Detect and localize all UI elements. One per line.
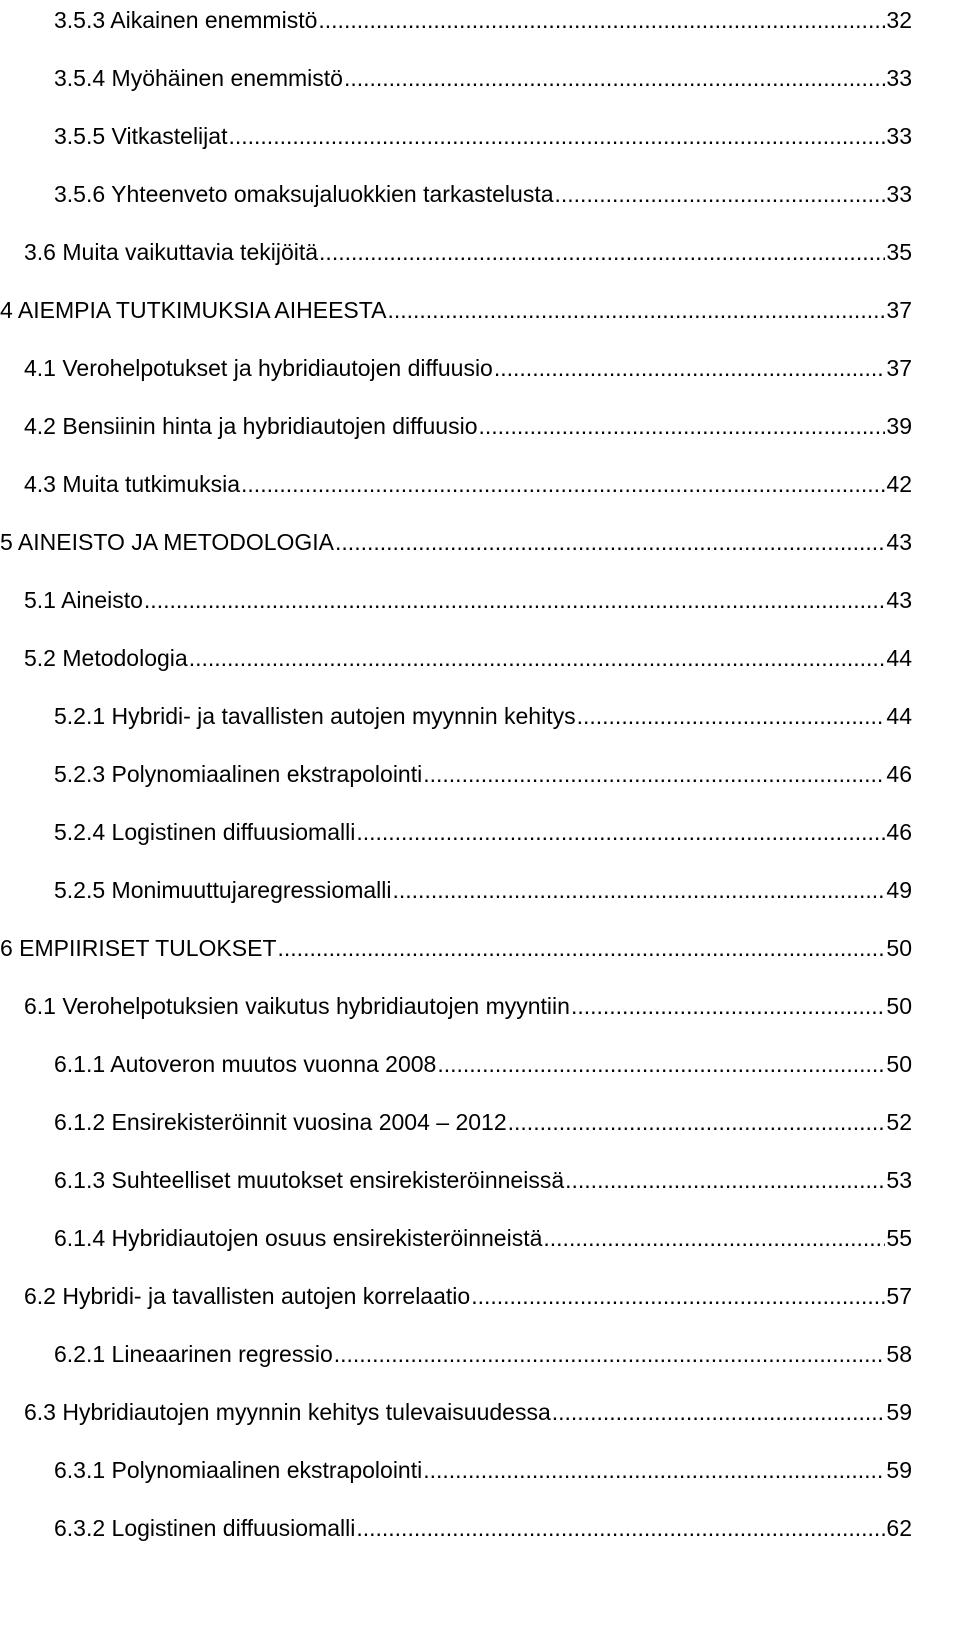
toc-dot-leader bbox=[494, 354, 886, 382]
toc-entry[interactable] bbox=[0, 400, 912, 440]
toc-dot-leader bbox=[319, 238, 885, 266]
toc-entry-page: 59 bbox=[886, 1399, 912, 1425]
toc-entry-title: 3.5.6 Yhteenveto omaksujaluokkien tarkastelusta bbox=[54, 181, 554, 207]
toc-entry-page: 33 bbox=[886, 123, 912, 149]
toc-entry-page: 52 bbox=[886, 1109, 912, 1135]
toc-entry-title: 5.2.5 Monimuuttujaregressiomalli bbox=[54, 877, 392, 903]
toc-dot-leader bbox=[565, 1166, 885, 1194]
toc-entry-title: 4.3 Muita tutkimuksia bbox=[24, 471, 241, 497]
toc-entry-page: 62 bbox=[886, 1515, 912, 1541]
toc-entry-title: 6.1.3 Suhteelliset muutokset ensirekisteröinneissä bbox=[54, 1167, 565, 1193]
toc-entry-title: 4.2 Bensiinin hinta ja hybridiautojen diffuusio bbox=[24, 413, 478, 439]
toc-entry-title: 6.1.4 Hybridiautojen osuus ensirekisteröinneistä bbox=[54, 1225, 543, 1251]
toc-dot-leader bbox=[344, 64, 885, 92]
toc-entry-title: 3.5.5 Vitkastelijat bbox=[54, 123, 228, 149]
toc-entry-page: 58 bbox=[886, 1341, 912, 1367]
toc-entry-title: 6.1.2 Ensirekisteröinnit vuosina 2004 – 2012 bbox=[54, 1109, 507, 1135]
toc-dot-leader bbox=[555, 180, 886, 208]
toc-entry[interactable] bbox=[0, 864, 912, 904]
toc-entry[interactable] bbox=[0, 1386, 912, 1426]
toc-entry[interactable] bbox=[0, 748, 912, 788]
toc-entry-title: 6.2 Hybridi- ja tavallisten autojen korrelaatio bbox=[24, 1283, 471, 1309]
toc-entry-title: 6.3.2 Logistinen diffuusiomalli bbox=[54, 1515, 356, 1541]
toc-entry[interactable] bbox=[0, 1502, 912, 1542]
toc-dot-leader bbox=[423, 760, 885, 788]
toc-dot-leader bbox=[471, 1282, 885, 1310]
toc-dot-leader bbox=[577, 702, 886, 730]
toc-entry-title: 5.2.1 Hybridi- ja tavallisten autojen myynnin kehitys bbox=[54, 703, 576, 729]
toc-entry[interactable] bbox=[0, 52, 912, 92]
toc-entry-page: 42 bbox=[886, 471, 912, 497]
toc-entry-title: 6.3.1 Polynomiaalinen ekstrapolointi bbox=[54, 1457, 423, 1483]
toc-entry-title: 6.3 Hybridiautojen myynnin kehitys tulevaisuudessa bbox=[24, 1399, 551, 1425]
toc-entry-page: 50 bbox=[886, 935, 912, 961]
toc-dot-leader bbox=[508, 1108, 886, 1136]
toc-entry-page: 55 bbox=[886, 1225, 912, 1251]
toc-entry[interactable] bbox=[0, 1270, 912, 1310]
toc-entry-page: 33 bbox=[886, 65, 912, 91]
toc-entry[interactable] bbox=[0, 458, 912, 498]
toc-entry[interactable] bbox=[0, 690, 912, 730]
toc-entry-page: 43 bbox=[886, 529, 912, 555]
toc-entry-title: 5.2 Metodologia bbox=[24, 645, 188, 671]
toc-entry[interactable] bbox=[0, 226, 912, 266]
toc-entry-title: 6 EMPIIRISET TULOKSET bbox=[0, 935, 277, 961]
toc-dot-leader bbox=[278, 934, 886, 962]
toc-dot-leader bbox=[387, 296, 885, 324]
toc-entry-page: 44 bbox=[886, 645, 912, 671]
toc-entry-page: 49 bbox=[886, 877, 912, 903]
toc-entry-page: 57 bbox=[886, 1283, 912, 1309]
toc-entry-title: 3.6 Muita vaikuttavia tekijöitä bbox=[24, 239, 319, 265]
toc-entry-page: 53 bbox=[886, 1167, 912, 1193]
toc-entry-page: 43 bbox=[886, 587, 912, 613]
toc-entry[interactable] bbox=[0, 1212, 912, 1252]
toc-dot-leader bbox=[543, 1224, 885, 1252]
toc-dot-leader bbox=[423, 1456, 885, 1484]
toc-entry[interactable] bbox=[0, 168, 912, 208]
toc-entry-title: 6.2.1 Lineaarinen regressio bbox=[54, 1341, 333, 1367]
toc-dot-leader bbox=[571, 992, 885, 1020]
toc-entry[interactable] bbox=[0, 516, 912, 556]
toc-entry[interactable] bbox=[0, 1096, 912, 1136]
toc-entry[interactable] bbox=[0, 1444, 912, 1484]
toc-dot-leader bbox=[437, 1050, 885, 1078]
toc-dot-leader bbox=[318, 6, 885, 34]
toc-entry-page: 59 bbox=[886, 1457, 912, 1483]
toc-dot-leader bbox=[228, 122, 885, 150]
toc-entry[interactable] bbox=[0, 922, 912, 962]
toc-entry[interactable] bbox=[0, 980, 912, 1020]
toc-dot-leader bbox=[356, 1514, 885, 1542]
toc-entry-page: 37 bbox=[886, 355, 912, 381]
toc-entry-page: 35 bbox=[886, 239, 912, 265]
toc-entry-page: 50 bbox=[886, 993, 912, 1019]
toc-entry[interactable] bbox=[0, 284, 912, 324]
toc-entry-title: 3.5.4 Myöhäinen enemmistö bbox=[54, 65, 343, 91]
toc-entry[interactable] bbox=[0, 1154, 912, 1194]
toc-dot-leader bbox=[144, 586, 885, 614]
toc-entry-page: 33 bbox=[886, 181, 912, 207]
toc-entry-page: 50 bbox=[886, 1051, 912, 1077]
toc-dot-leader bbox=[356, 818, 885, 846]
toc-dot-leader bbox=[335, 528, 885, 556]
toc-entry-page: 32 bbox=[886, 7, 912, 33]
toc-entry-title: 4.1 Verohelpotukset ja hybridiautojen diffuusio bbox=[24, 355, 493, 381]
toc-entry-title: 6.1 Verohelpotuksien vaikutus hybridiautojen myyntiin bbox=[24, 993, 570, 1019]
toc-entry-title: 3.5.3 Aikainen enemmistö bbox=[54, 7, 318, 33]
toc-entry[interactable] bbox=[0, 342, 912, 382]
toc-entry-title: 5.2.3 Polynomiaalinen ekstrapolointi bbox=[54, 761, 423, 787]
toc-entry[interactable] bbox=[0, 110, 912, 150]
toc-dot-leader bbox=[241, 470, 885, 498]
toc-entry-page: 46 bbox=[886, 819, 912, 845]
toc-entry[interactable] bbox=[0, 0, 912, 34]
toc-entry-title: 4 AIEMPIA TUTKIMUKSIA AIHEESTA bbox=[0, 297, 387, 323]
toc-dot-leader bbox=[552, 1398, 886, 1426]
toc-dot-leader bbox=[189, 644, 886, 672]
toc-entry-page: 37 bbox=[886, 297, 912, 323]
toc-entry-page: 46 bbox=[886, 761, 912, 787]
toc-dot-leader bbox=[479, 412, 886, 440]
toc-entry[interactable] bbox=[0, 632, 912, 672]
toc-entry-page: 39 bbox=[886, 413, 912, 439]
toc-entry-title: 5 AINEISTO JA METODOLOGIA bbox=[0, 529, 335, 555]
toc-entry-title: 5.1 Aineisto bbox=[24, 587, 143, 613]
toc-dot-leader bbox=[334, 1340, 886, 1368]
toc-entry[interactable] bbox=[0, 574, 912, 614]
toc-entry-title: 5.2.4 Logistinen diffuusiomalli bbox=[54, 819, 356, 845]
toc-entry[interactable] bbox=[0, 806, 912, 846]
toc-dot-leader bbox=[393, 876, 886, 904]
toc-entry[interactable] bbox=[0, 1328, 912, 1368]
toc-entry-title: 6.1.1 Autoveron muutos vuonna 2008 bbox=[54, 1051, 437, 1077]
toc-entry-page: 44 bbox=[886, 703, 912, 729]
toc-entry[interactable] bbox=[0, 1038, 912, 1078]
